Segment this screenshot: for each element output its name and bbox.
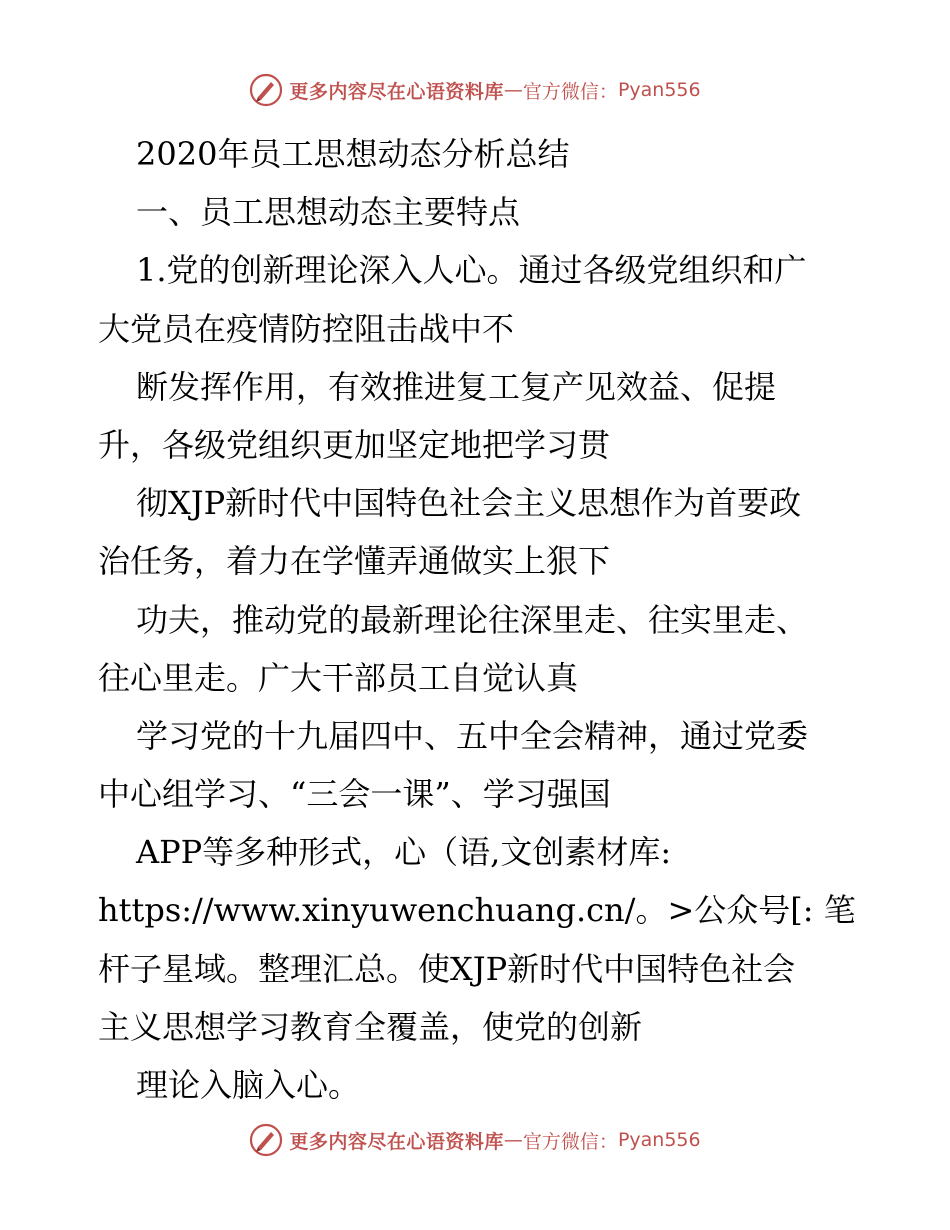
text-line: 1.党的创新理论深入人心。通过各级党组织和广 [136,251,807,290]
text-line: 一、员工思想动态主要特点 [136,193,521,232]
text-line: 彻XJP新时代中国特色社会主义思想作为首要政 [136,484,802,523]
banner-sub-text: 官方微信： [522,1130,618,1153]
text-line: 学习党的十九届四中、五中全会精神，通过党委 [136,716,809,755]
banner-dash: — [503,79,523,101]
text-line: 断发挥作用，有效推进复工复产见效益、促提 [136,367,777,406]
brand-logo-icon [249,73,283,107]
banner-wechat-id: Pyan556 [617,1129,701,1151]
banner-dash: — [503,1129,523,1151]
text-line: 大党员在疫情防控阻击战中不 [98,309,515,348]
text-line: 功夫，推动党的最新理论往深里走、往实里走、 [136,600,809,639]
footer-banner [0,1120,950,1160]
header-banner [0,70,950,110]
banner-main-text: 更多内容尽在心语资料库 [289,80,504,103]
text-line: 升，各级党组织更加坚定地把学习贯 [98,425,611,464]
banner-sub-text: 官方微信： [522,80,618,103]
text-line: APP等多种形式，心（语,文创素材库: [136,833,672,872]
brand-logo-icon [249,1123,283,1157]
text-line: 往心里走。广大干部员工自觉认真 [98,658,579,697]
text-line: 主义思想学习教育全覆盖，使党的创新 [98,1007,643,1046]
text-line: 中心组学习、“三会一课”、学习强国 [98,775,611,814]
text-line: 治任务，着力在学懂弄通做实上狠下 [98,542,611,581]
text-line: 杆子星域。整理汇总。使XJP新时代中国特色社会 [98,949,796,988]
document-body [98,125,858,1114]
text-line: 理论入脑入心。 [136,1066,361,1104]
text-line: 2020年员工思想动态分析总结 [136,135,570,173]
text-line: https://www.xinyuwenchuang.cn/。>公众号[: 笔 [98,891,856,930]
banner-main-text: 更多内容尽在心语资料库 [289,1130,504,1153]
banner-wechat-id: Pyan556 [617,79,701,101]
